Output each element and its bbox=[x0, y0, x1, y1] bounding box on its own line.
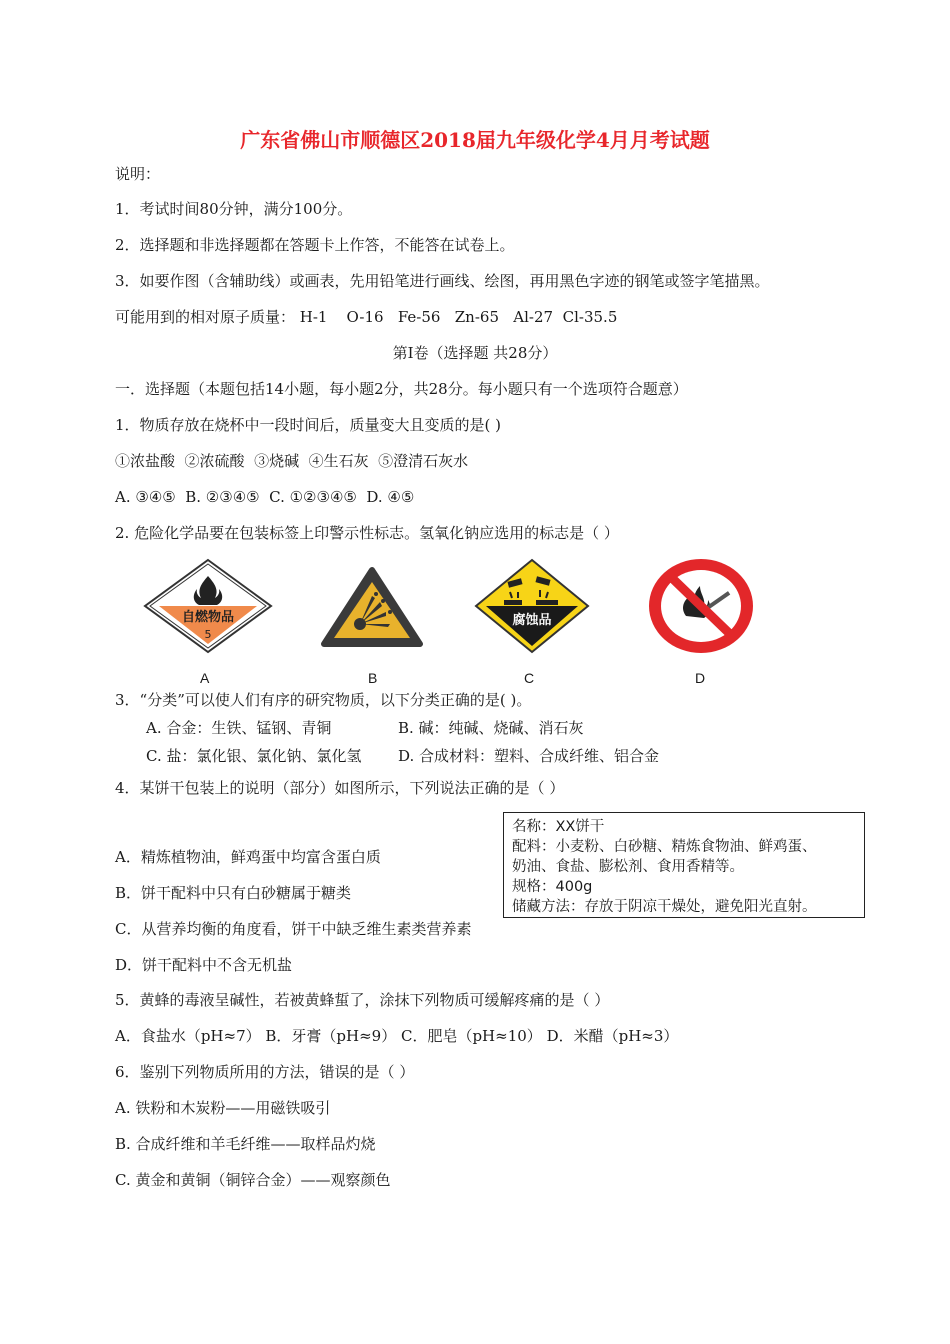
sign-b-explosive-icon bbox=[320, 566, 424, 648]
q3-stem: 3．“分类”可以使人们有序的研究物质，以下分类正确的是( )。 bbox=[115, 691, 532, 709]
q4-stem: 4．某饼干包装上的说明（部分）如图所示，下列说法正确的是（ ） bbox=[115, 779, 565, 797]
box-ingredients-2: 奶油、食盐、膨松剂、食用香精等。 bbox=[512, 859, 744, 875]
q4-option-b: B．饼干配料中只有白砂糖属于糖类 bbox=[115, 884, 352, 902]
q6-option-a: A. 铁粉和木炭粉——用磁铁吸引 bbox=[115, 1099, 331, 1117]
sign-d-no-fire-icon bbox=[646, 556, 756, 656]
q6-option-b: B. 合成纤维和羊毛纤维——取样品灼烧 bbox=[115, 1135, 376, 1153]
sign-label-d: D bbox=[695, 670, 706, 686]
sign-label-c: C bbox=[524, 670, 535, 686]
box-name: 名称：XX饼干 bbox=[512, 819, 605, 835]
atomic-masses: 可能用到的相对原子质量： H-1 O-16 Fe-56 Zn-65 Al-27 Cl-35.5 bbox=[115, 308, 618, 326]
q5-stem: 5．黄蜂的毒液呈碱性，若被黄蜂蜇了，涂抹下列物质可缓解疼痛的是（ ） bbox=[115, 991, 610, 1009]
box-spec: 规格：400g bbox=[512, 879, 593, 895]
note-2: 2．选择题和非选择题都在答题卡上作答，不能答在试卷上。 bbox=[115, 236, 515, 254]
biscuit-info-box bbox=[503, 812, 865, 918]
sign-c-text: 腐蚀品 bbox=[512, 613, 552, 628]
q3-option-d: D. 合成材料：塑料、合成纤维、铝合金 bbox=[398, 747, 660, 765]
box-ingredients-1: 配料：小麦粉、白砂糖、精炼食物油、鲜鸡蛋、 bbox=[512, 839, 817, 855]
q1-items: ①浓盐酸 ②浓硫酸 ③烧碱 ④生石灰 ⑤澄清石灰水 bbox=[115, 452, 469, 470]
sign-a-text: 自燃物品 bbox=[181, 610, 235, 625]
sign-c-corrosive-icon bbox=[474, 558, 590, 654]
note-1: 1．考试时间80分钟，满分100分。 bbox=[115, 200, 353, 218]
sign-label-b: B bbox=[368, 670, 378, 686]
sign-a-flammable-icon bbox=[143, 558, 273, 654]
sign-a-num: 5 bbox=[204, 628, 212, 641]
notes-heading: 说明： bbox=[115, 165, 161, 183]
q4-option-c: C．从营养均衡的角度看，饼干中缺乏维生素类营养素 bbox=[115, 920, 472, 938]
q5-options: A．食盐水（pH≈7） B．牙膏（pH≈9） C．肥皂（pH≈10） D．米醋（pH≈3） bbox=[115, 1027, 679, 1045]
q6-stem: 6．鉴别下列物质所用的方法，错误的是（ ） bbox=[115, 1063, 415, 1081]
note-3: 3．如要作图（含辅助线）或画表，先用铅笔进行画线、绘图，再用黑色字迹的钢笔或签字笔描黑。 bbox=[115, 272, 770, 290]
box-storage: 储藏方法：存放于阴凉干燥处，避免阳光直射。 bbox=[512, 899, 817, 915]
section-title: 第Ⅰ卷（选择题 共28分） bbox=[392, 344, 558, 362]
q3-option-c: C. 盐：氯化银、氯化钠、氯化氢 bbox=[146, 747, 362, 765]
q2-stem: 2. 危险化学品要在包装标签上印警示性标志。氢氧化钠应选用的标志是（ ） bbox=[115, 524, 619, 542]
q6-option-c: C. 黄金和黄铜（铜锌合金）——观察颜色 bbox=[115, 1171, 391, 1189]
sign-label-a: A bbox=[200, 670, 210, 686]
q4-option-a: A．精炼植物油，鲜鸡蛋中均富含蛋白质 bbox=[115, 848, 381, 866]
page-title: 广东省佛山市顺德区2018届九年级化学4月月考试题 bbox=[240, 128, 710, 152]
q3-option-b: B. 碱：纯碱、烧碱、消石灰 bbox=[398, 719, 584, 737]
q4-option-d: D．饼干配料中不含无机盐 bbox=[115, 956, 293, 974]
q1-stem: 1．物质存放在烧杯中一段时间后，质量变大且变质的是( ) bbox=[115, 416, 502, 434]
part-heading: 一．选择题（本题包括14小题，每小题2分，共28分。每小题只有一个选项符合题意） bbox=[115, 380, 688, 398]
q1-options: A. ③④⑤ B. ②③④⑤ C. ①②③④⑤ D. ④⑤ bbox=[115, 488, 415, 506]
q3-option-a: A. 合金：生铁、锰钢、青铜 bbox=[146, 719, 332, 737]
